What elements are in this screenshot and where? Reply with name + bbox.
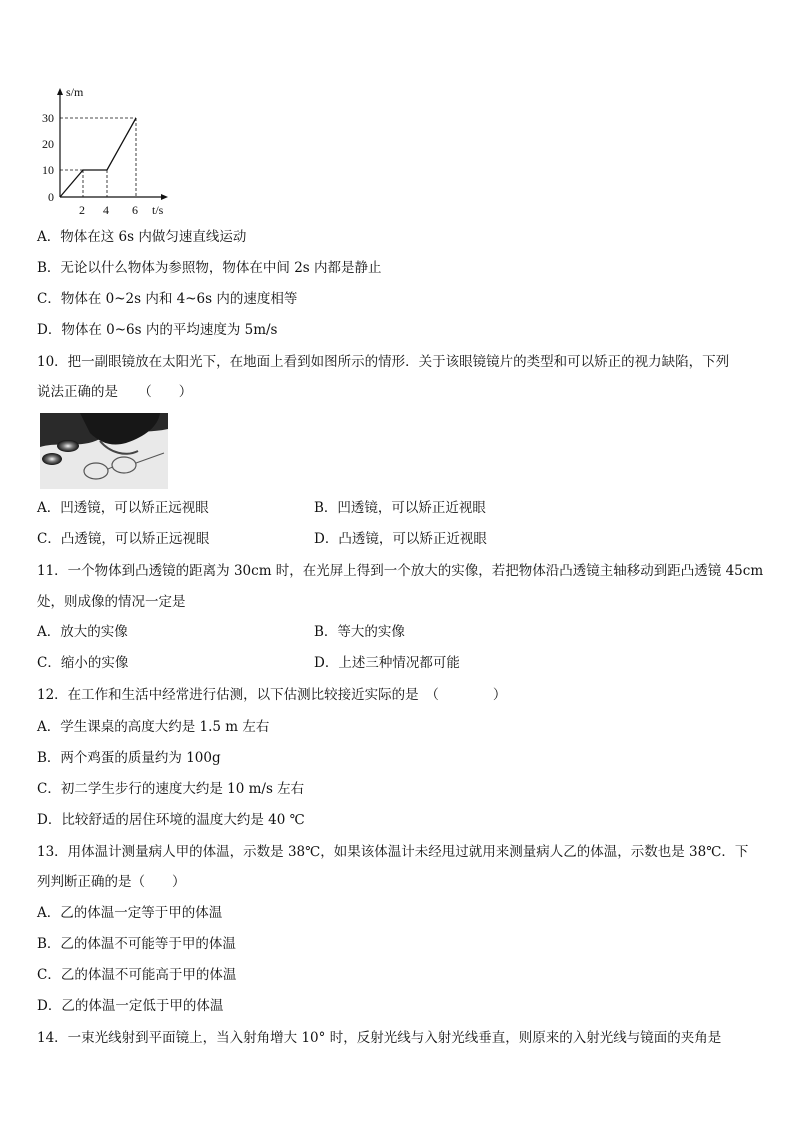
q11-option-a: A．放大的实像 [37, 624, 128, 640]
x-tick-2: 2 [79, 203, 85, 217]
q10-option-c: C．凸透镜，可以矫正远视眼 [37, 531, 210, 547]
q11-stem-line2: 处，则成像的情况一定是 [37, 594, 186, 610]
q11-option-d: D．上述三种情况都可能 [314, 655, 460, 671]
q12-option-a: A．学生课桌的高度大约是 1.5 m 左右 [37, 719, 270, 735]
y-axis-label: s/m [66, 85, 84, 99]
y-tick-10: 10 [42, 163, 54, 177]
q10-option-b: B．凹透镜，可以矫正近视眼 [314, 500, 486, 516]
q10-option-a: A．凹透镜，可以矫正远视眼 [37, 500, 209, 516]
q10-option-d: D．凸透镜，可以矫正近视眼 [314, 531, 487, 547]
q9-option-c: C．物体在 0~2s 内和 4~6s 内的速度相等 [37, 291, 298, 307]
q13-option-d: D．乙的体温一定低于甲的体温 [37, 998, 224, 1014]
y-tick-0: 0 [48, 190, 54, 204]
q10-stem-line1: 10．把一副眼镜放在太阳光下，在地面上看到如图所示的情形．关于该眼镜镜片的类型和可以矫正的视力缺陷，下列 [37, 354, 730, 370]
q12-option-d: D．比较舒适的居住环境的温度大约是 40 ℃ [37, 812, 305, 828]
q11-option-b: B．等大的实像 [314, 624, 405, 640]
x-axis-label: t/s [152, 203, 164, 217]
q12-option-b: B．两个鸡蛋的质量约为 100g [37, 750, 221, 766]
glasses-photo [40, 413, 168, 489]
q12-option-c: C．初二学生步行的速度大约是 10 m/s 左右 [37, 781, 305, 797]
q11-option-c: C．缩小的实像 [37, 655, 129, 671]
s-t-graph [30, 80, 180, 220]
q11-stem-line1: 11．一个物体到凸透镜的距离为 30cm 时，在光屏上得到一个放大的实像，若把物体沿凸透镜主轴移动到距凸透镜 45cm [37, 563, 764, 579]
q9-option-b: B．无论以什么物体为参照物，物体在中间 2s 内都是静止 [37, 260, 382, 276]
motion-line [60, 118, 136, 197]
x-tick-6: 6 [132, 203, 138, 217]
q14-stem-line1: 14．一束光线射到平面镜上，当入射角增大 10° 时，反射光线与入射光线垂直，则原来的入射光线与镜面的夹角是 [37, 1030, 722, 1046]
y-axis-arrow [57, 88, 63, 95]
q13-option-b: B．乙的体温不可能等于甲的体温 [37, 936, 236, 952]
x-tick-4: 4 [103, 203, 109, 217]
q12-stem: 12．在工作和生活中经常进行估测，以下估测比较接近实际的是 （ ） [37, 687, 507, 703]
q13-stem-line2: 列判断正确的是（ ） [37, 874, 186, 890]
q10-stem-line2: 说法正确的是 （ ） [37, 384, 193, 400]
x-axis-arrow [161, 194, 168, 200]
y-tick-20: 20 [42, 137, 54, 151]
q13-option-a: A．乙的体温一定等于甲的体温 [37, 905, 223, 921]
q13-option-c: C．乙的体温不可能高于甲的体温 [37, 967, 237, 983]
q13-stem-line1: 13．用体温计测量病人甲的体温，示数是 38℃，如果该体温计未经甩过就用来测量病人乙的体温，示数也是 38℃．下 [37, 844, 749, 860]
q9-option-a: A．物体在这 6s 内做匀速直线运动 [37, 229, 247, 245]
q9-option-d: D．物体在 0~6s 内的平均速度为 5m/s [37, 322, 278, 338]
y-tick-30: 30 [42, 111, 54, 125]
